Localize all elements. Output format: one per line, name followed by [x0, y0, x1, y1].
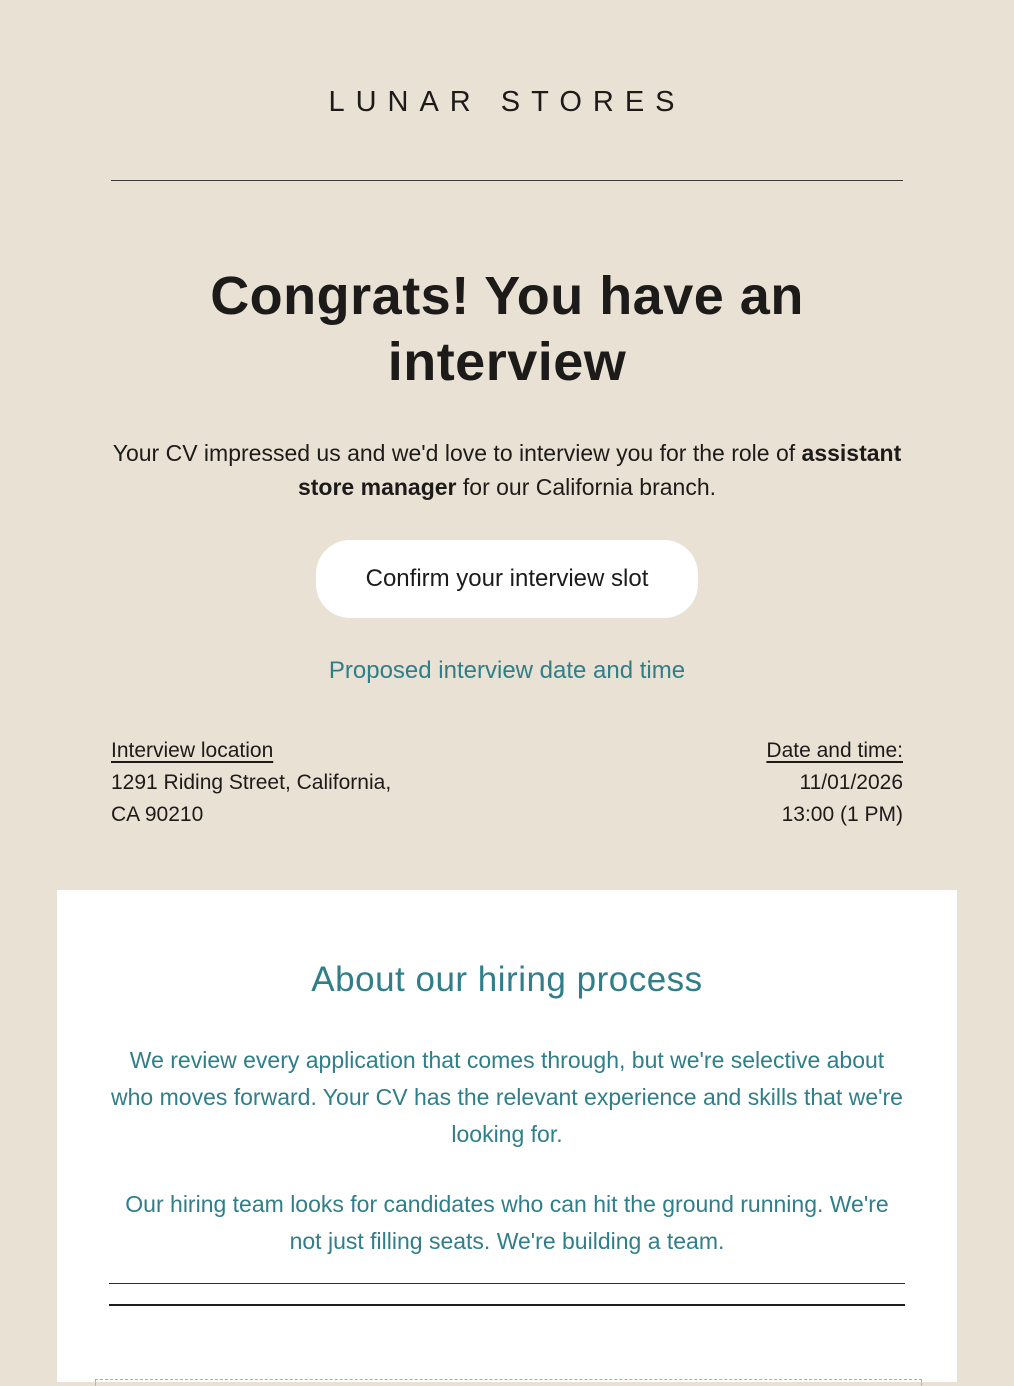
page-title-line2: interview	[387, 332, 627, 392]
intro-suffix: for our California branch.	[456, 474, 717, 500]
hero-section	[0, 263, 1014, 831]
next-block-dashed-outline	[95, 1379, 922, 1386]
date-time-block	[766, 735, 903, 831]
about-card	[57, 890, 957, 1382]
about-paragraph-2: Our hiring team looks for candidates who can hit the ground running. We're not just filling seats. We're building a team.	[125, 1191, 889, 1254]
location-address-line1: 1291 Riding Street, California,	[111, 771, 392, 794]
about-heading: About our hiring process	[311, 960, 703, 999]
interview-time: 13:00 (1 PM)	[781, 803, 903, 826]
intro-text	[87, 436, 927, 504]
intro-prefix: Your CV impressed us and we'd love to interview you for the role of	[112, 440, 802, 466]
interview-details	[111, 735, 903, 831]
intro-role: assistant store manager	[297, 440, 902, 500]
location-label: Interview location	[111, 739, 274, 762]
brand-logo: LUNAR STORES	[328, 86, 686, 118]
location-address-line2: CA 90210	[111, 803, 204, 826]
card-divider-1	[109, 1283, 905, 1284]
proposed-datetime-link[interactable]: Proposed interview date and time	[328, 657, 686, 684]
confirm-interview-button[interactable]: Confirm your interview slot	[316, 540, 699, 618]
email-header	[0, 86, 1014, 181]
page-title	[0, 263, 1014, 395]
interview-location-block	[111, 735, 391, 831]
page-title-line1: Congrats! You have an	[210, 266, 804, 326]
header-divider	[111, 180, 903, 181]
card-divider-2	[109, 1304, 905, 1306]
about-paragraph-1: We review every application that comes through, but we're selective about who moves forward. Your CV has the relevant experience and skills that we're looking for.	[111, 1047, 903, 1147]
interview-date: 11/01/2026	[799, 771, 903, 794]
datetime-label: Date and time:	[766, 739, 903, 762]
